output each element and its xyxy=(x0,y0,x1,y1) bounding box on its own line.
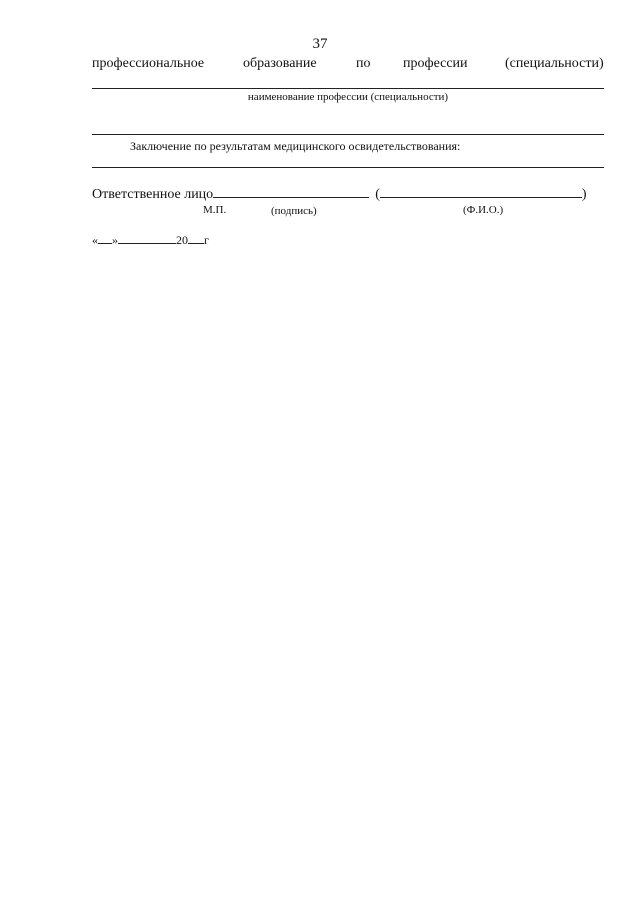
full-name-field[interactable] xyxy=(380,197,582,198)
open-paren: ( xyxy=(375,187,380,202)
responsible-person-row xyxy=(92,187,587,203)
date-month-field[interactable] xyxy=(118,243,176,244)
signature-field[interactable] xyxy=(213,197,369,198)
date-year-prefix: 20 xyxy=(176,233,188,247)
responsible-label: Ответственное лицо xyxy=(92,187,214,202)
stamp-label: М.П. xyxy=(203,204,227,216)
name-caption: (Ф.И.О.) xyxy=(463,204,504,216)
page-number: 37 xyxy=(312,36,328,52)
header-word-profession: профессии xyxy=(403,56,468,71)
date-close-quote: » xyxy=(112,233,118,247)
header-word-education: образование xyxy=(243,56,317,71)
date-open-quote: « xyxy=(92,233,98,247)
date-year-field[interactable] xyxy=(188,243,204,244)
profession-line-2 xyxy=(92,134,604,135)
conclusion-line xyxy=(92,167,604,168)
profession-line xyxy=(92,88,604,89)
signature-caption: (подпись) xyxy=(271,205,317,217)
date-row xyxy=(92,233,209,248)
header-word-specialty: (специальности) xyxy=(505,56,604,71)
date-year-suffix: г xyxy=(204,233,209,247)
close-paren: ) xyxy=(581,187,587,202)
header-word-professional: профессиональное xyxy=(92,56,205,71)
profession-caption: наименование профессии (специальности) xyxy=(247,91,449,103)
date-day-field[interactable] xyxy=(98,243,112,244)
conclusion-label: Заключение по результатам медицинского освидетельствования: xyxy=(130,139,461,153)
header-word-by: по xyxy=(356,56,371,71)
